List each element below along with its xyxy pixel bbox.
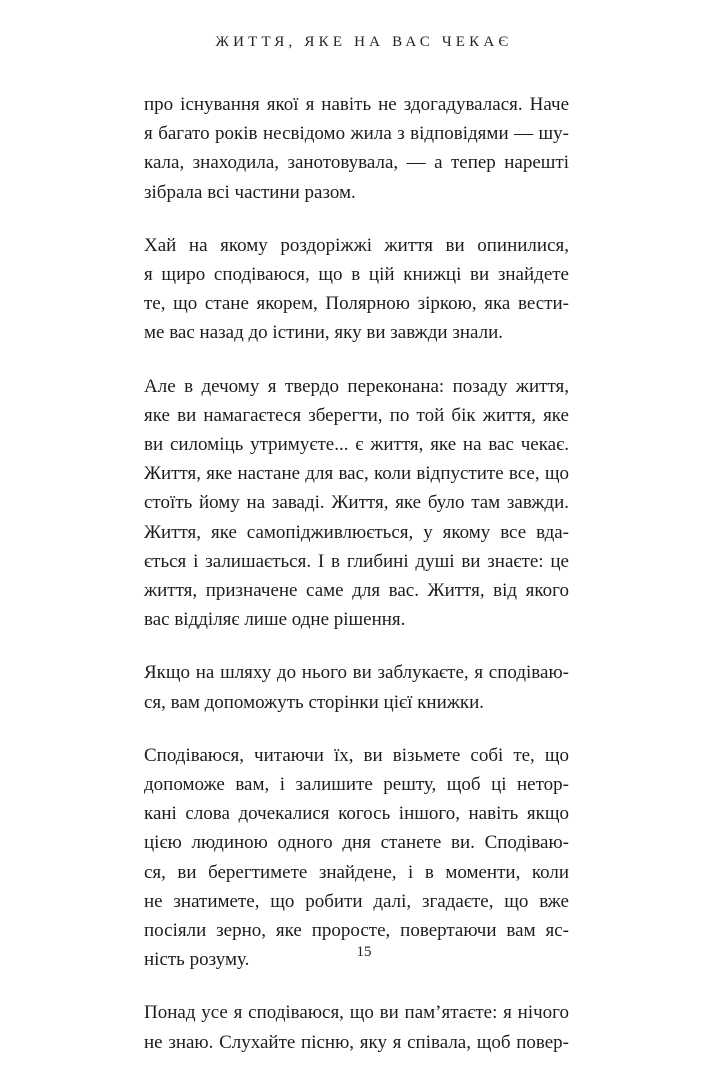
text-line: я щиро сподіваюся, що в цій книжці ви знайдете [144,264,569,286]
text-line: Хай на якому роздоріжжі життя ви опинилися, [144,234,569,256]
text-line: кала, знаходила, занотовувала, — а тепер нарешті [144,152,569,174]
text-line: ся, ви берегтимете знайдене, і в моменти, коли [144,861,569,883]
body-text [144,90,569,1081]
text-line: про існування якої я навіть не здогадувалася. Наче [144,94,569,115]
paragraph [144,741,569,975]
text-line: ся, вам допоможуть сторінки цієї книжки. [144,691,485,713]
text-line: Але в дечому я твердо переконана: позаду життя, [144,375,569,397]
text-line: зібрала всі частини разом. [144,181,356,203]
paragraph [144,90,569,207]
text-line: допоможе вам, і залишите решту, щоб ці нетор- [144,774,569,796]
text-line: стоїть йому на заваді. Життя, яке було там завжди. [144,492,569,514]
page-number: 15 [356,944,372,960]
paragraph [144,658,569,716]
text-line: ме вас назад до істини, яку ви завжди знали. [144,322,504,344]
text-line: Життя, яке самопідживлюється, у якому все вда- [144,521,569,543]
paragraph [144,231,569,348]
text-line: посіяли зерно, яке проросте, повертаючи вам яс- [144,920,569,942]
text-line: я багато років несвідомо жила з відповідями — шу- [144,123,569,145]
text-line: вас відділяє лише одне рішення. [144,609,406,631]
text-line: те, що стане якорем, Полярною зіркою, яка вести- [144,293,569,315]
text-line: ність розуму. [144,949,250,971]
text-line: кані слова дочекалися когось іншого, навіть якщо [144,803,569,825]
paragraph [144,998,569,1056]
text-line: не знатимете, що робити далі, згадаєте, що вже [144,890,569,912]
paragraph [144,372,569,635]
text-line: ється і залишається. І в глибині душі ви знаєте: це [144,550,569,572]
text-line: життя, призначене саме для вас. Життя, від якого [144,580,569,602]
text-line: Сподіваюся, читаючи їх, ви візьмете собі те, що [144,744,569,766]
running-header: ЖИТТЯ, ЯКЕ НА ВАС ЧЕКАЄ [215,34,513,50]
text-line: ви силоміць утримуєте... є життя, яке на вас чекає. [144,434,569,456]
text-line: цією людиною одного дня станете ви. Сподіваю- [144,832,569,854]
text-line: Понад усе я сподіваюся, що ви пам’ятаєте: я нічого [144,1002,569,1024]
text-line: Якщо на шляху до нього ви заблукаєте, я сподіваю- [144,662,569,684]
text-line: не знаю. Слухайте пісню, яку я співала, щоб повер- [144,1031,569,1053]
text-line: яке ви намагаєтеся зберегти, по той бік життя, яке [144,404,569,426]
text-line: Життя, яке настане для вас, коли відпустите все, що [144,463,569,485]
